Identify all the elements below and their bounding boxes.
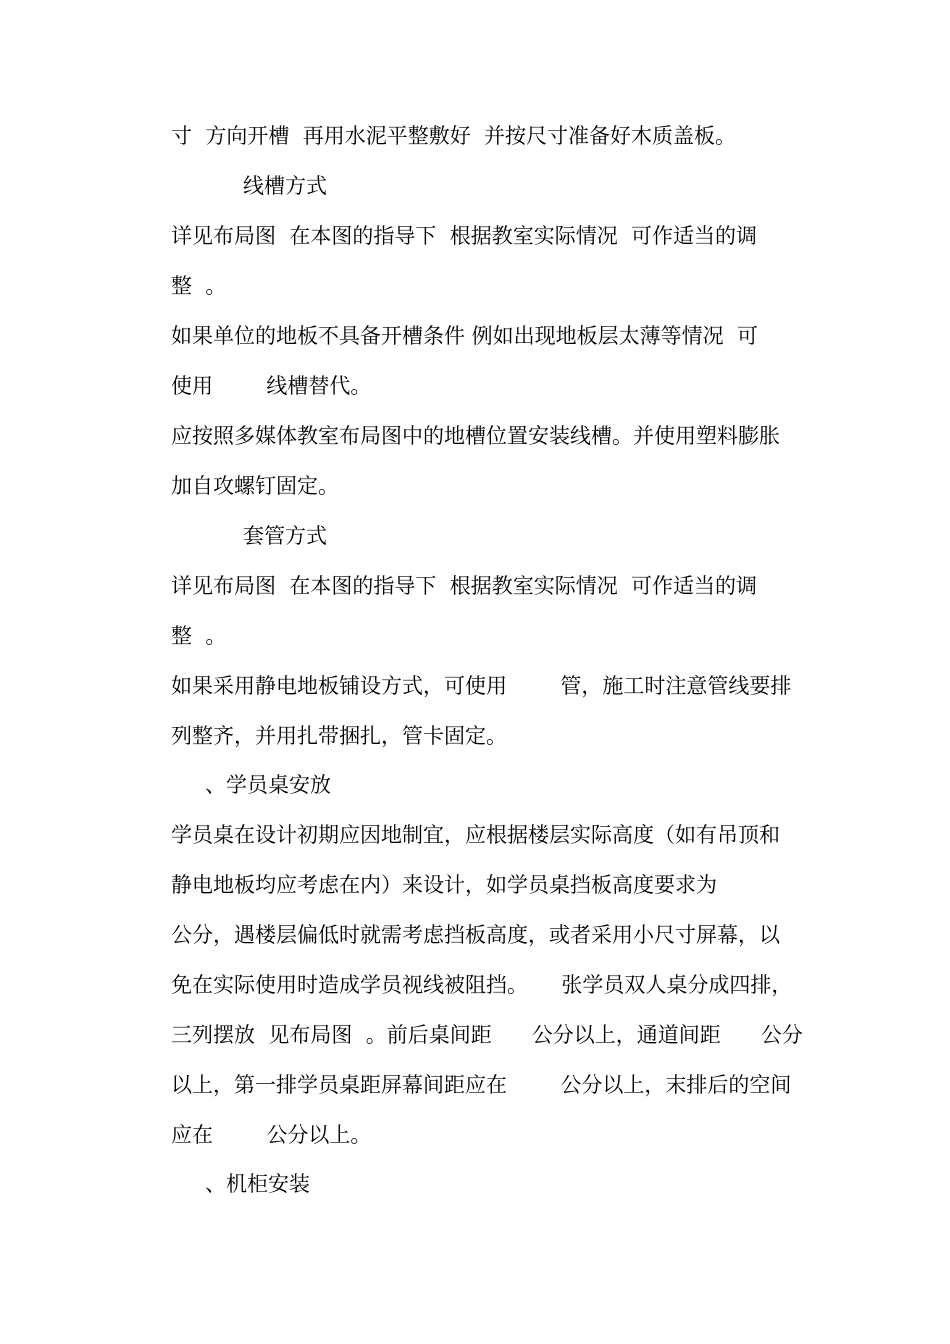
text-line-15: 学员桌在设计初期应因地制宜，应根据楼层实际高度（如有吊顶和 (171, 823, 780, 847)
section-heading-cabinet-installation: 、机柜安装 (205, 1172, 310, 1196)
text-line-13: 列整齐，并用扎带捆扎，管卡固定。 (171, 724, 507, 748)
text-line-17: 公分，遇楼层偏低时就需考虑挡板高度，或者采用小尺寸屏幕，以 (171, 923, 780, 947)
text-line-8: 加自攻螺钉固定。 (171, 474, 339, 498)
text-line-21: 应在 公分以上。 (171, 1123, 372, 1147)
text-line-16: 静电地板均应考虑在内）来设计，如学员桌挡板高度要求为 (171, 873, 717, 897)
text-line-1: 寸 方向开槽 再用水泥平整敷好 并按尺寸准备好木质盖板。 (171, 124, 737, 148)
text-line-5: 如果单位的地板不具备开槽条件 例如出现地板层太薄等情况 可 (171, 324, 759, 348)
section-heading-cable-trunking: 线槽方式 (243, 174, 327, 198)
text-line-10: 详见布局图 在本图的指导下 根据教室实际情况 可作适当的调 (171, 574, 758, 598)
text-line-7: 应按照多媒体教室布局图中的地槽位置安装线槽。并使用塑料膨胀 (171, 424, 780, 448)
text-line-12: 如果采用静电地板铺设方式，可使用 管，施工时注意管线要排 (171, 674, 792, 698)
section-heading-conduit: 套管方式 (243, 524, 327, 548)
text-line-3: 详见布局图 在本图的指导下 根据教室实际情况 可作适当的调 (171, 224, 758, 248)
text-line-18: 免在实际使用时造成学员视线被阻挡。 张学员双人桌分成四排， (171, 973, 793, 997)
text-line-6: 使用 线槽替代。 (171, 374, 372, 398)
text-line-4: 整 。 (171, 274, 227, 298)
section-heading-student-desks: 、学员桌安放 (205, 773, 331, 797)
text-line-11: 整 。 (171, 624, 227, 648)
text-line-20: 以上，第一排学员桌距屏幕间距应在 公分以上，末排后的空间 (171, 1073, 792, 1097)
text-line-19: 三列摆放 见布局图 。前后桌间距 公分以上，通道间距 公分 (171, 1023, 803, 1047)
